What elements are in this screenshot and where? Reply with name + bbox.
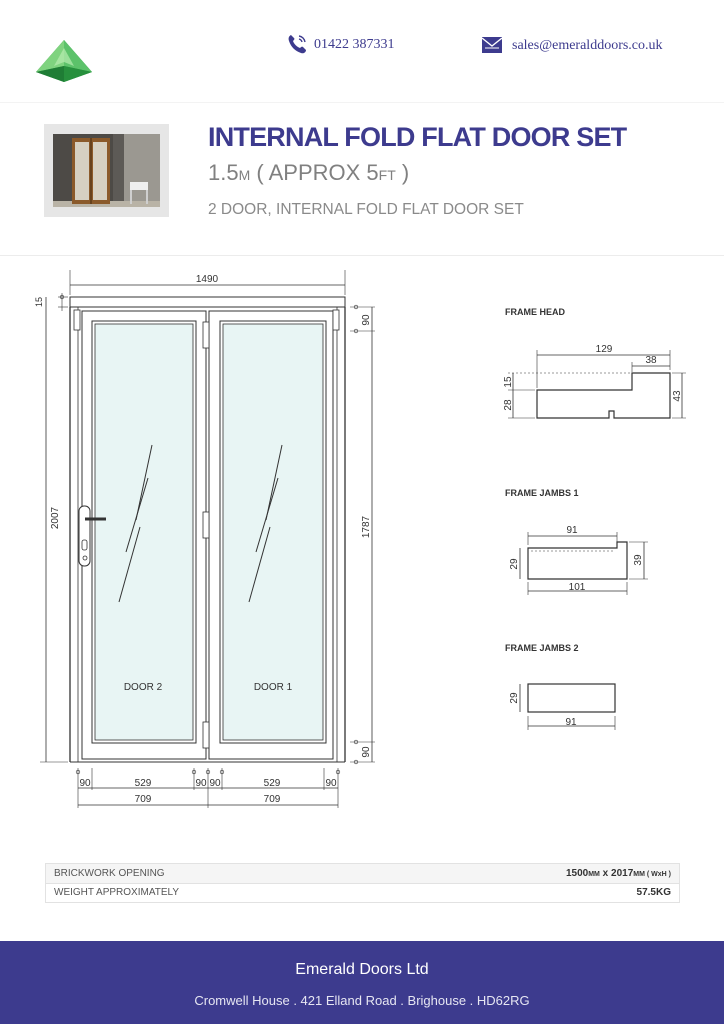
frame-head-section <box>503 307 686 418</box>
door-label-left: DOOR 2 <box>123 682 163 693</box>
frame-jambs-1-section <box>505 488 648 595</box>
dim-stile-mid-a: 90 <box>195 778 207 789</box>
dim-glass-width-left: 529 <box>134 778 152 789</box>
jamb1-thin-height-dim: 29 <box>509 558 520 570</box>
dim-glass-width-right: 529 <box>263 778 281 789</box>
door-elevation <box>34 270 375 808</box>
jamb1-full-height-dim: 39 <box>633 554 644 566</box>
jamb1-full-width-dim: 101 <box>568 582 586 593</box>
frame-jambs-2-section <box>505 643 615 730</box>
brickwork-unit-h: MM <box>633 871 645 878</box>
head-rebate-depth-dim: 15 <box>503 376 514 388</box>
brickwork-width: 1500 <box>565 868 589 879</box>
head-thin-height-dim: 28 <box>503 399 514 411</box>
product-thumbnail <box>44 124 169 217</box>
brickwork-value <box>566 864 671 884</box>
dim-stile-left: 90 <box>79 778 91 789</box>
jamb1-inner-width-dim: 91 <box>566 525 578 536</box>
dim-leaf-width-right: 709 <box>263 794 281 805</box>
specs-table <box>45 863 680 903</box>
dim-rail-bottom: 90 <box>361 746 372 758</box>
brickwork-height: 2017 <box>611 868 634 879</box>
door-label-right: DOOR 1 <box>253 682 293 693</box>
footer <box>0 941 724 1024</box>
size-unit: M <box>238 167 251 183</box>
footer-company: Emerald Doors Ltd <box>295 961 429 978</box>
frame-head-label: FRAME HEAD <box>505 307 565 317</box>
jamb2-width-dim: 91 <box>565 717 577 728</box>
dim-glass-height: 1787 <box>361 515 372 539</box>
phone-icon <box>286 33 308 55</box>
brickwork-unit-w: MM <box>588 871 600 878</box>
email-address[interactable]: sales@emeralddoors.co.uk <box>512 38 663 53</box>
mail-icon <box>481 35 503 55</box>
spec-row-weight <box>46 883 679 902</box>
weight-value: 57.5KG <box>636 887 671 898</box>
technical-drawing <box>0 256 724 824</box>
brickwork-label: BRICKWORK OPENING <box>54 868 165 879</box>
dim-head-top: 15 <box>34 296 44 308</box>
dim-leaf-width-left: 709 <box>134 794 152 805</box>
product-size <box>208 160 409 186</box>
brickwork-times: x <box>599 868 612 879</box>
dim-stile-mid-b: 90 <box>209 778 221 789</box>
weight-label: WEIGHT APPROXIMATELY <box>54 887 180 898</box>
head-rebate-width-dim: 38 <box>645 355 657 366</box>
phone-number[interactable]: 01422 387331 <box>314 37 395 52</box>
emerald-logo <box>34 38 94 84</box>
frame-jambs-1-label: FRAME JAMBS 1 <box>505 488 579 498</box>
size-approx-pre: ( APPROX 5 <box>250 160 379 185</box>
size-approx-unit: FT <box>378 167 396 183</box>
size-approx-post: ) <box>395 160 410 185</box>
spec-row-brickwork <box>46 864 679 884</box>
frame-jambs-2-label: FRAME JAMBS 2 <box>505 643 579 653</box>
footer-address: Cromwell House . 421 Elland Road . Brighouse . HD62RG <box>194 993 530 1008</box>
dim-overall-height: 2007 <box>50 506 61 530</box>
head-full-height-dim: 43 <box>672 390 683 402</box>
product-title: INTERNAL FOLD FLAT DOOR SET <box>208 122 627 152</box>
jamb2-height-dim: 29 <box>509 692 520 704</box>
dim-overall-width: 1490 <box>195 274 219 285</box>
brickwork-wxh: ( WxH ) <box>644 871 671 878</box>
size-main: 1.5 <box>208 160 239 185</box>
head-width-dim: 129 <box>595 344 613 355</box>
dim-rail-top: 90 <box>361 314 372 326</box>
product-tagline: 2 DOOR, INTERNAL FOLD FLAT DOOR SET <box>208 201 524 218</box>
dim-stile-right: 90 <box>325 778 337 789</box>
